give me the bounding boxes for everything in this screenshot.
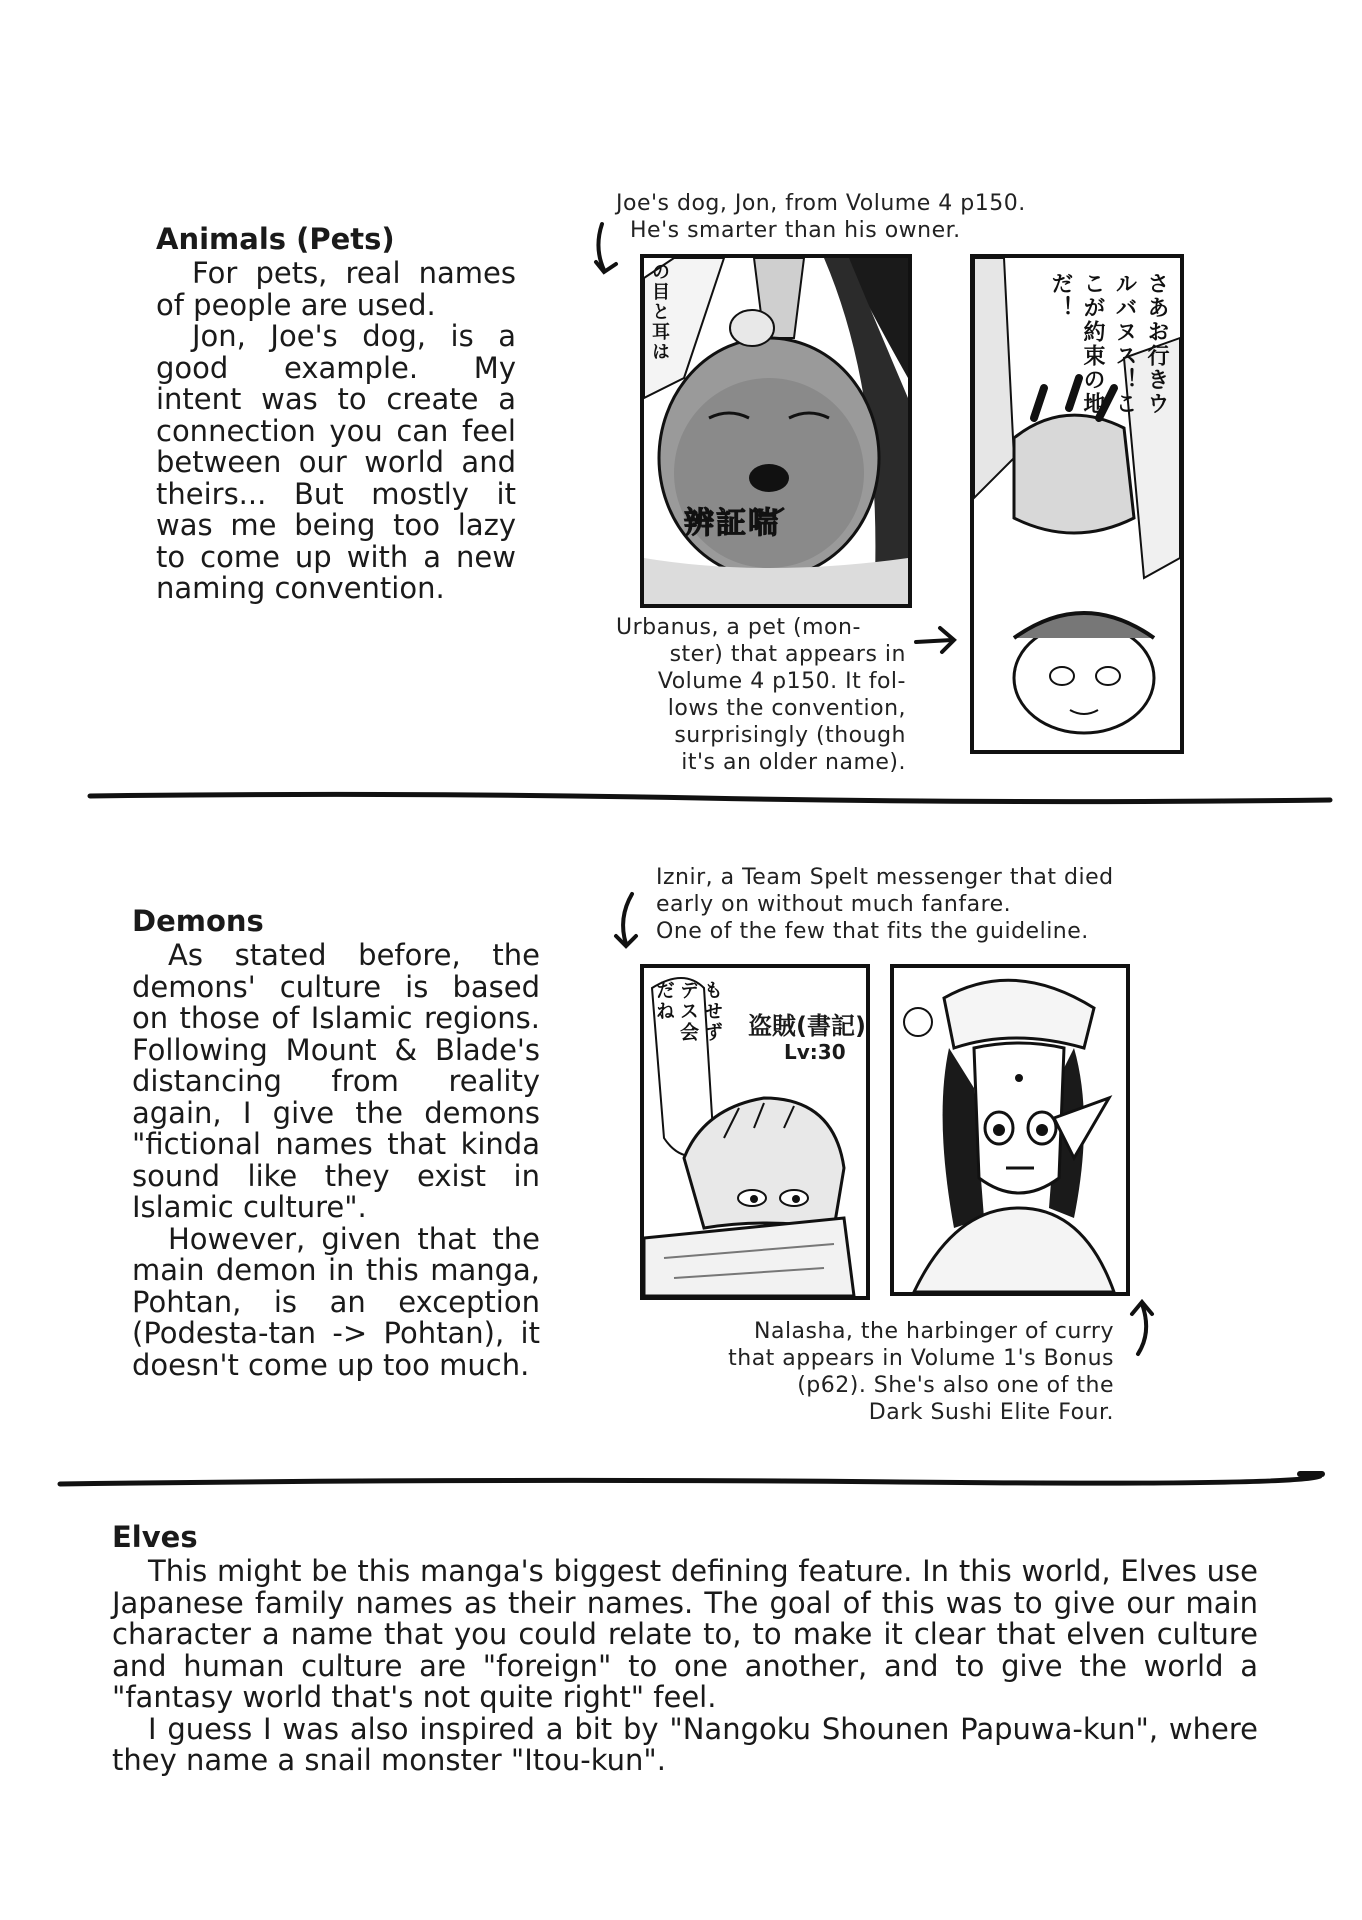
demons-note-bottom-line-1: Nalasha, the harbinger of curry [754,1319,1114,1344]
pets-note-bottom-line-5: surprisingly (though [674,723,906,748]
pets-note-bottom-line-1: Urbanus, a pet (mon- [616,615,861,640]
elves-heading: Elves [112,1520,198,1554]
elves-paragraph-2: I guess I was also inspired a bit by "Nangoku Shounen Papuwa-kun", where they name a snail monster "Itou-kun". [112,1711,1258,1777]
demons-heading: Demons [132,904,264,938]
manga-panel-jon [640,254,912,608]
arrow-right-icon [912,620,962,660]
curved-arrow-up-icon [1124,1296,1164,1360]
pets-section [156,222,516,605]
manga-panel-iznir [640,964,870,1300]
section-divider [0,782,1362,812]
demons-note-bottom [694,1318,1114,1426]
demons-note-bottom-line-3: (p62). She's also one of the [797,1373,1114,1398]
elves-section [112,1520,1258,1777]
pets-note-top [616,190,1026,244]
pets-paragraph-1: For pets, real names of people are used. [156,256,516,322]
speech-bubble-text: さあお行きウルバヌス！ここが約束の地だ！ [1048,272,1169,416]
pets-note-bottom-line-4: lows the convention, [667,696,906,721]
pets-note-top-line-1: Joe's dog, Jon, from Volume 4 p150. [616,191,1026,216]
pets-note-top-line-2: He's smarter than his owner. [630,218,961,243]
pets-note-bottom [616,614,906,776]
demons-paragraph-1: As stated before, the demons' culture is based on those of Islamic regions. Following Mount & Blade's distancing from reality again, I give the demons "fictional names that kinda sound like they exist in Islamic culture". [132,938,540,1224]
curved-arrow-down-icon [608,890,648,954]
curved-arrow-down-icon [590,220,630,280]
demons-note-top-line-1: Iznir, a Team Spelt messenger that died [656,865,1114,890]
nalasha-illustration [894,968,1126,1292]
pets-paragraph-2: Jon, Joe's dog, is a good example. My intent was to create a connection you can feel between our world and theirs... But mostly it was me being too lazy to come up with a new naming convention. [156,319,516,605]
manga-panel-nalasha [890,964,1130,1296]
speech-bubble-text: の目と耳は [649,262,670,362]
sfx-text: 辨証喘 [684,506,780,541]
level-label: Lv:30 [784,1040,846,1064]
pets-note-bottom-line-2: ster) that appears in [669,642,906,667]
demons-note-top-line-3: One of the few that fits the guideline. [656,919,1089,944]
section-divider [0,1464,1362,1498]
manga-panel-urbanus [970,254,1184,754]
demons-note-top-line-2: early on without much fanfare. [656,892,1012,917]
pets-heading: Animals (Pets) [156,222,395,256]
demons-note-bottom-line-4: Dark Sushi Elite Four. [868,1400,1114,1425]
pets-note-bottom-line-6: it's an older name). [681,750,906,775]
dog-illustration [644,258,908,604]
demons-note-top [656,864,1114,945]
demons-section [132,904,540,1381]
status-label: 盗賊(書記) [748,1012,866,1040]
demons-note-bottom-line-2: that appears in Volume 1's Bonus [728,1346,1114,1371]
demons-paragraph-2: However, given that the main demon in this manga, Pohtan, is an exception (Podesta-tan -> Pohtan), it doesn't come up too much. [132,1221,540,1382]
pets-note-bottom-line-3: Volume 4 p150. It fol- [657,669,906,694]
elves-paragraph-1: This might be this manga's biggest defining feature. In this world, Elves use Japanese family names as their names. The goal of this was to give our main character a name that you could relate to, to make it clear that elven culture and human culture are "foreign" to one another, and to give the world a "fantasy world that's not quite right" feel. [112,1554,1258,1714]
speech-bubble-text: もせずデス会だね [653,980,723,1043]
